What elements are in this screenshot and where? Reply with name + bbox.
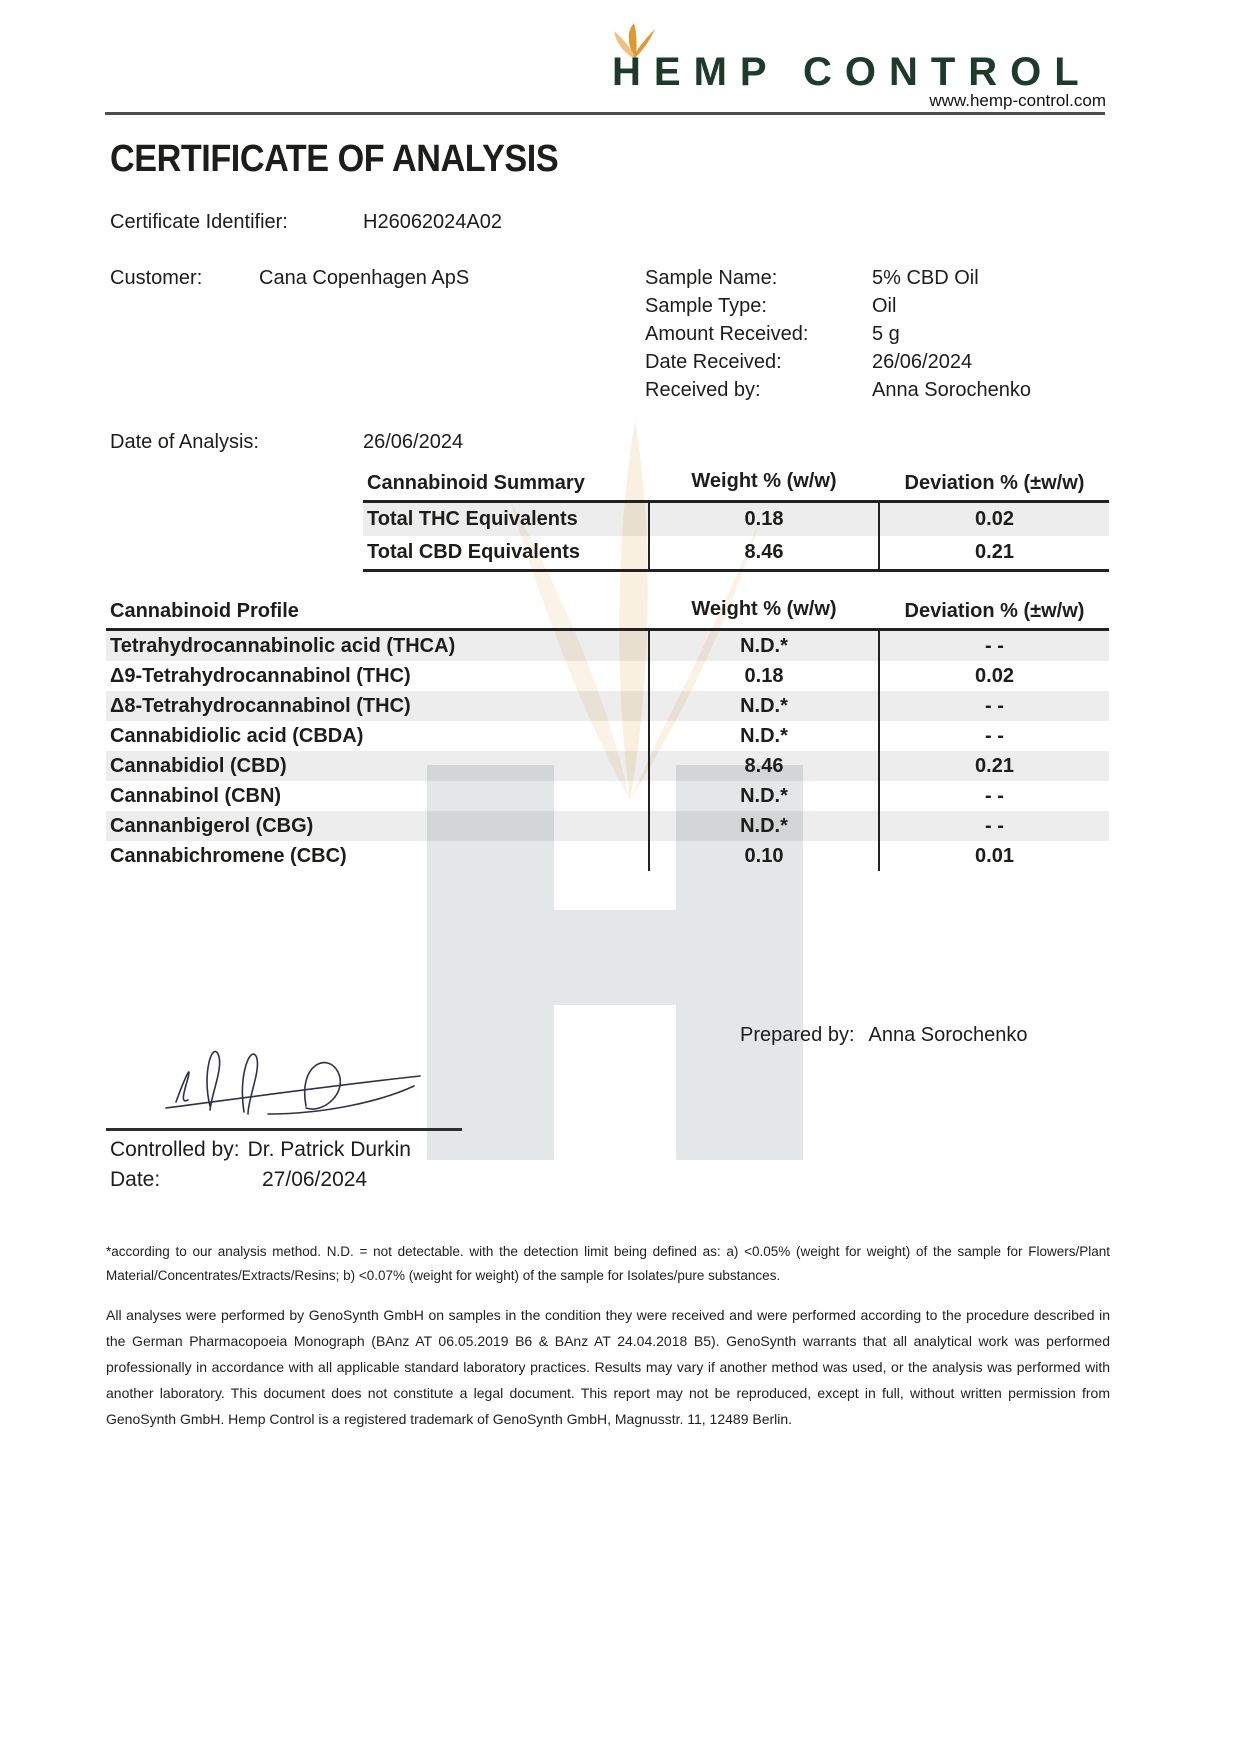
sample-name-label: Sample Name:	[645, 266, 778, 289]
weight-value: 8.46	[648, 536, 880, 569]
profile-row-cbg	[106, 811, 1109, 841]
summary-row-thc	[363, 503, 1109, 536]
profile-row-cbd	[106, 751, 1109, 781]
deviation-value: 0.21	[975, 541, 1014, 563]
cannabinoid-name: Cannabidiolic acid (CBDA)	[110, 724, 364, 747]
weight-value: 8.46	[648, 751, 880, 781]
amount-received-row	[645, 320, 1031, 348]
deviation-value: - -	[985, 724, 1004, 747]
date-of-analysis-value: 26/06/2024	[363, 431, 464, 453]
summary-header-name: Cannabinoid Summary	[367, 472, 585, 494]
date-received-value: 26/06/2024	[872, 350, 973, 373]
deviation-value: - -	[985, 634, 1004, 657]
cannabinoid-name: Cannabichromene (CBC)	[110, 844, 347, 867]
cannabinoid-name: Cannabidiol (CBD)	[110, 754, 287, 777]
profile-header-weight: Weight % (w/w)	[691, 598, 837, 620]
sample-type-row	[645, 292, 1031, 320]
controlled-by-label: Controlled by:	[110, 1138, 240, 1161]
weight-value: N.D.*	[648, 631, 880, 661]
controlled-by-value: Dr. Patrick Durkin	[247, 1138, 411, 1161]
cannabinoid-name: Cannanbigerol (CBG)	[110, 814, 314, 837]
profile-header-row	[106, 596, 1109, 631]
summary-row-cbd	[363, 536, 1109, 569]
weight-value: N.D.*	[648, 721, 880, 751]
cannabinoid-name: Cannabinol (CBN)	[110, 784, 282, 807]
cannabinoid-summary-table	[363, 468, 1109, 572]
weight-value: N.D.*	[648, 691, 880, 721]
signature-image	[158, 1028, 428, 1120]
prepared-by-label: Prepared by:	[740, 1024, 855, 1046]
received-by-value: Anna Sorochenko	[872, 378, 1032, 401]
customer-label: Customer:	[110, 267, 203, 289]
profile-row-thca	[106, 631, 1109, 661]
profile-header-name: Cannabinoid Profile	[110, 600, 299, 622]
date-line	[110, 1168, 367, 1192]
sample-name-value: 5% CBD Oil	[872, 266, 979, 289]
sample-info-block	[645, 264, 1031, 404]
date-received-row	[645, 348, 1031, 376]
deviation-value: 0.02	[975, 508, 1014, 530]
logo-text: HEMP CONTROL	[612, 50, 1092, 94]
date-label: Date:	[110, 1168, 161, 1191]
signature-divider	[106, 1128, 462, 1131]
received-by-row	[645, 376, 1031, 404]
deviation-value: 0.01	[975, 844, 1014, 867]
weight-value: 0.18	[648, 503, 880, 536]
website-link[interactable]: www.hemp-control.com	[929, 91, 1106, 110]
profile-row-d8thc	[106, 691, 1109, 721]
detection-limit-footnote: *according to our analysis method. N.D. = not detectable. with the detection limit being defined as: a) <0.05% (weight for weight) of the sample for Flowers/Plant Material/Concentrates/Extracts/Resins; b) <0.07% (weight for weight) of the sample for Isolates/pure substances.	[106, 1244, 1110, 1283]
weight-value: 0.18	[648, 661, 880, 691]
date-value: 27/06/2024	[262, 1168, 368, 1191]
header-divider	[105, 112, 1105, 115]
legal-disclaimer: All analyses were performed by GenoSynth GmbH on samples in the condition they were received and were performed according to the procedure described in the German Pharmacopoeia Monograph (BAnz AT 06.05.2019 B6 & BAnz AT 24.04.2018 B5). GenoSynth warrants that all analytical work was performed professionally in accordance with all applicable standard laboratory practices. Results may vary if another method was used, or the analysis was performed with another laboratory. This document does not constitute a legal document. This report may not be reproduced, except in full, without written permission from GenoSynth GmbH. Hemp Control is a registered trademark of GenoSynth GmbH, Magnusstr. 11, 12489 Berlin.	[106, 1307, 1110, 1427]
weight-value: N.D.*	[648, 781, 880, 811]
date-of-analysis-label: Date of Analysis:	[110, 431, 259, 453]
deviation-value: 0.21	[975, 754, 1014, 777]
page-title: CERTIFICATE OF ANALYSIS	[110, 138, 559, 180]
profile-row-cbn	[106, 781, 1109, 811]
cannabinoid-profile-table	[106, 596, 1109, 871]
profile-header-deviation: Deviation % (±w/w)	[904, 600, 1085, 622]
customer-value: Cana Copenhagen ApS	[259, 267, 470, 289]
summary-header-weight: Weight % (w/w)	[691, 470, 837, 492]
cannabinoid-name: Tetrahydrocannabinolic acid (THCA)	[110, 634, 456, 657]
received-by-label: Received by:	[645, 378, 761, 401]
summary-header-row	[363, 468, 1109, 503]
profile-row-cbda	[106, 721, 1109, 751]
amount-received-value: 5 g	[872, 322, 900, 345]
profile-row-d9thc	[106, 661, 1109, 691]
certificate-identifier-value: H26062024A02	[363, 211, 503, 233]
prepared-by-value: Anna Sorochenko	[868, 1024, 1028, 1046]
weight-value: 0.10	[648, 841, 880, 871]
cannabinoid-name: Total THC Equivalents	[367, 508, 578, 530]
weight-value: N.D.*	[648, 811, 880, 841]
certificate-identifier-label: Certificate Identifier:	[110, 211, 288, 233]
amount-received-label: Amount Received:	[645, 322, 809, 345]
deviation-value: 0.02	[975, 664, 1014, 687]
date-received-label: Date Received:	[645, 350, 782, 373]
deviation-value: - -	[985, 694, 1004, 717]
controlled-by-line	[110, 1138, 411, 1162]
deviation-value: - -	[985, 814, 1004, 837]
sample-type-value: Oil	[872, 294, 897, 317]
prepared-by-line	[740, 1024, 1028, 1047]
sample-name-row	[645, 264, 1031, 292]
cannabinoid-name: Δ9-Tetrahydrocannabinol (THC)	[110, 664, 411, 687]
sample-type-label: Sample Type:	[645, 294, 767, 317]
summary-header-deviation: Deviation % (±w/w)	[904, 472, 1085, 494]
deviation-value: - -	[985, 784, 1004, 807]
cannabinoid-name: Total CBD Equivalents	[367, 541, 580, 563]
cannabinoid-name: Δ8-Tetrahydrocannabinol (THC)	[110, 694, 411, 717]
profile-row-cbc	[106, 841, 1109, 871]
